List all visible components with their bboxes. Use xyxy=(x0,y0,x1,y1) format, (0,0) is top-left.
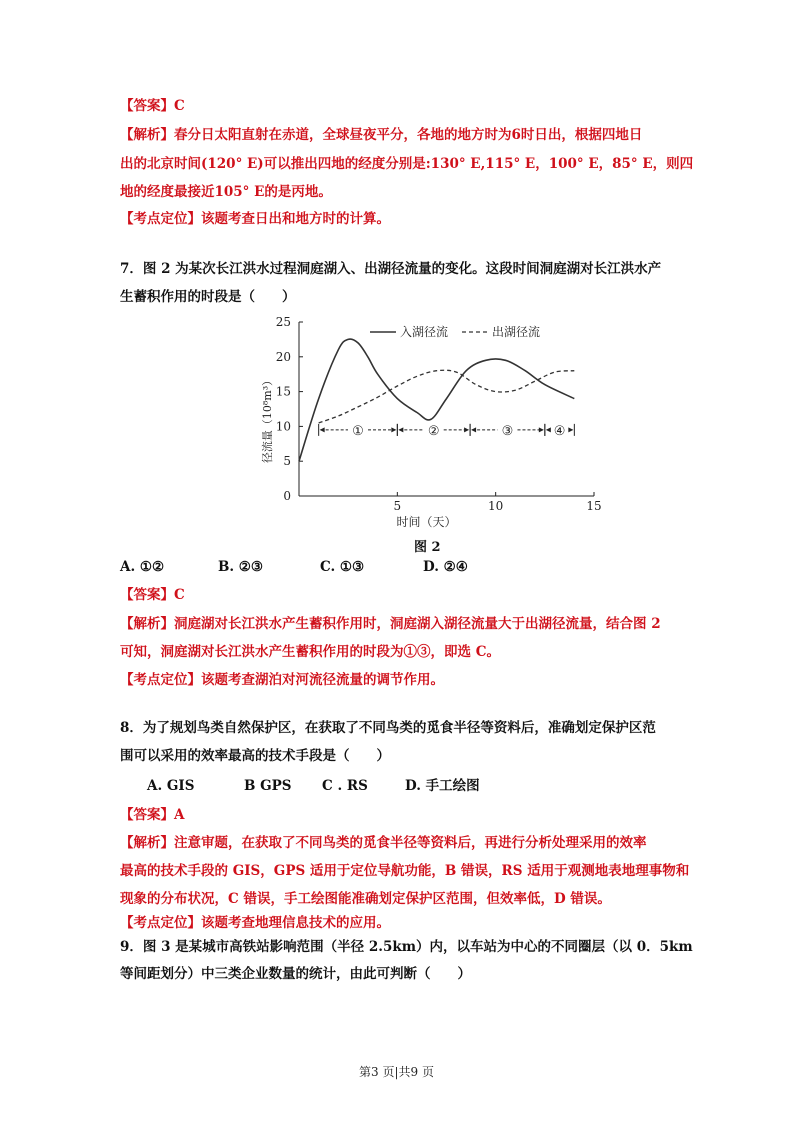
interval-label-1: ① xyxy=(352,423,364,439)
interval-arrow-right xyxy=(464,427,469,432)
q6-analysis-line-3: 地的经度最接近105° E的是丙地。 xyxy=(120,184,332,200)
q8-option-d: D. 手工绘图 xyxy=(405,778,480,794)
chart-series xyxy=(299,339,574,461)
interval-arrow-right xyxy=(539,427,544,432)
q7-option-d: D. ②④ xyxy=(423,559,468,575)
q8-answer: 【答案】A xyxy=(120,807,185,823)
x-tick-label: 5 xyxy=(393,499,402,513)
interval-arrow-right xyxy=(568,427,573,432)
interval-label-3: ③ xyxy=(501,423,514,439)
chart-axes xyxy=(299,322,594,496)
interval-arrow-left xyxy=(546,427,551,432)
x-tick-label: 15 xyxy=(586,499,602,513)
interval-arrow-left xyxy=(320,427,325,432)
inflow-series-line xyxy=(299,339,574,461)
interval-label-4: ④ xyxy=(553,423,566,439)
q8-option-b: B GPS xyxy=(244,778,292,794)
q9-question-line-1: 9．图 3 是某城市高铁站影响范围（半径 2.5km）内，以车站为中心的不同圈层（以 0．5km xyxy=(120,939,693,955)
q8-question-line-1: 8．为了规划鸟类自然保护区，在获取了不同鸟类的觅食半径等资料后，准确划定保护区范 xyxy=(120,720,656,736)
x-tick-label: 10 xyxy=(488,499,504,513)
y-tick-label: 20 xyxy=(275,349,291,364)
q8-option-c: C . RS xyxy=(322,778,368,794)
q6-analysis-line-1: 【解析】春分日太阳直射在赤道，全球昼夜平分，各地的地方时为6时日出，根据四地日 xyxy=(120,127,643,143)
chart-intervals xyxy=(319,424,575,439)
y-tick-label: 0 xyxy=(283,489,291,503)
q6-answer: 【答案】C xyxy=(120,98,185,114)
q8-point: 【考点定位】该题考查地理信息技术的应用。 xyxy=(120,915,390,931)
interval-arrow-left xyxy=(471,427,476,432)
q8-question-line-2: 围可以采用的效率最高的技术手段是（ ） xyxy=(120,748,390,764)
chart-legend xyxy=(370,324,540,339)
y-tick-label: 15 xyxy=(275,384,291,399)
y-tick-label: 5 xyxy=(283,454,291,469)
chart-ticks xyxy=(276,315,602,513)
q8-analysis-line-3: 现象的分布状况，C 错误，手工绘图能准确划定保护区范围，但效率低，D 错误。 xyxy=(120,891,611,907)
page-footer: 第3 页|共9 页 xyxy=(359,1065,434,1079)
runoff-chart xyxy=(258,312,603,530)
q8-analysis-line-1: 【解析】注意审题，在获取了不同鸟类的觅食半径等资料后，再进行分析处理采用的效率 xyxy=(120,835,647,851)
y-tick-label: 10 xyxy=(275,419,291,434)
q7-answer: 【答案】C xyxy=(120,587,185,603)
q7-point: 【考点定位】该题考查湖泊对河流径流量的调节作用。 xyxy=(120,672,444,688)
interval-label-2: ② xyxy=(427,423,440,439)
y-tick-label: 25 xyxy=(275,315,291,329)
q7-option-b: B. ②③ xyxy=(218,559,264,575)
q6-point: 【考点定位】该题考查日出和地方时的计算。 xyxy=(120,211,390,227)
q8-analysis-line-2: 最高的技术手段的 GIS，GPS 适用于定位导航功能，B 错误，RS 适用于观测地表地理事物和 xyxy=(120,863,690,879)
q8-option-a: A. GIS xyxy=(147,778,195,794)
q7-question-line-1: 7．图 2 为某次长江洪水过程洞庭湖入、出湖径流量的变化。这段时间洞庭湖对长江洪水产 xyxy=(120,261,662,277)
interval-arrow-left xyxy=(398,427,403,432)
q7-analysis-line-1: 【解析】洞庭湖对长江洪水产生蓄积作用时，洞庭湖入湖径流量大于出湖径流量，结合图 2 xyxy=(120,616,661,632)
q7-option-a: A. ①② xyxy=(120,559,165,575)
q7-analysis-line-2: 可知，洞庭湖对长江洪水产生蓄积作用的时段为①③，即选 C。 xyxy=(120,644,500,660)
legend-outflow-label: 出湖径流 xyxy=(492,325,541,339)
q7-question-line-2: 生蓄积作用的时段是（ ） xyxy=(120,289,296,305)
figure-caption: 图 2 xyxy=(414,540,441,555)
x-axis-label: 时间（天） xyxy=(396,515,457,529)
legend-inflow-label: 入湖径流 xyxy=(400,325,449,339)
q7-option-c: C. ①③ xyxy=(320,559,365,575)
interval-arrow-right xyxy=(391,427,396,432)
q9-question-line-2: 等间距划分）中三类企业数量的统计，由此可判断（ ） xyxy=(120,966,471,982)
y-axis-label: 径流量（10⁸m³） xyxy=(261,374,274,464)
q6-analysis-line-2: 出的北京时间(120° E)可以推出四地的经度分别是:130° E,115° E，100° E，85° E，则四 xyxy=(120,156,694,172)
